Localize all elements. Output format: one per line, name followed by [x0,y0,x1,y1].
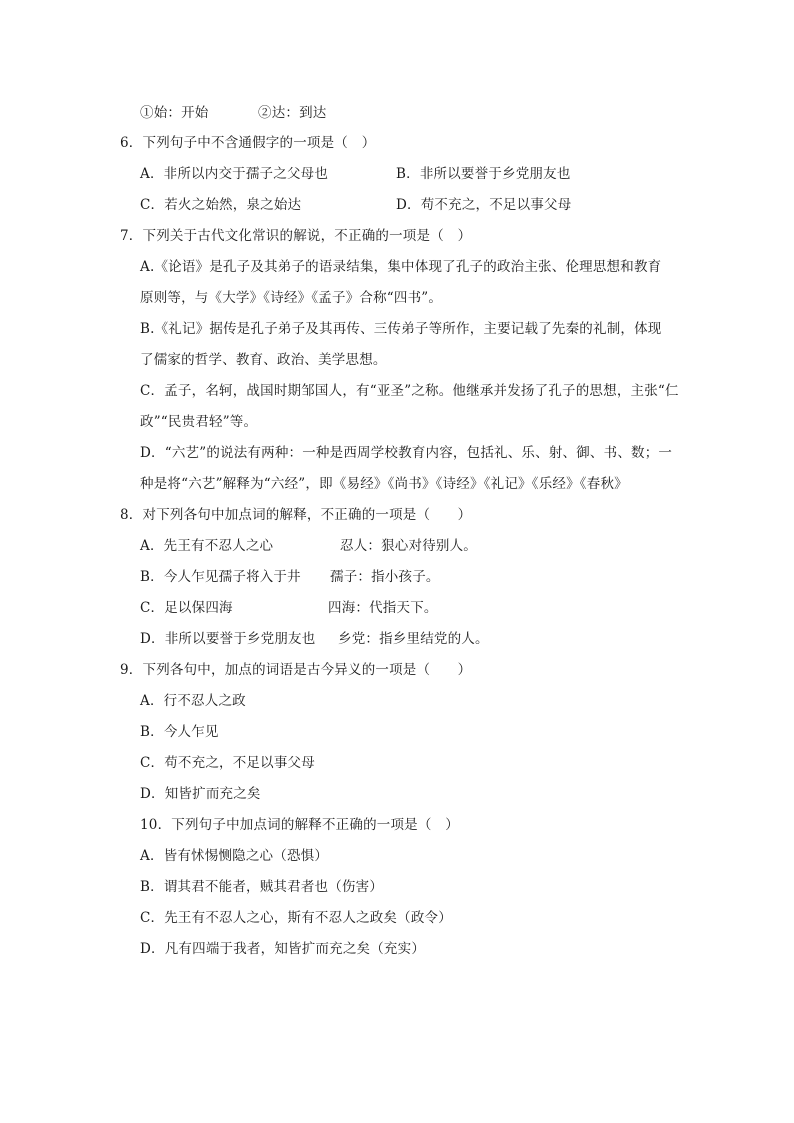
q6-option-d: D．苟不充之，不足以事父母 [396,197,572,213]
q9-option-d: D．知皆扩而充之矣 [140,786,261,802]
q10-option-a: A．皆有怵惕恻隐之心（恐惧） [140,848,329,864]
q8-option-a-sentence: A．先王有不忍人之心 [140,538,274,554]
q7-option-a-line1: A.《论语》是孔子及其弟子的语录结集，集中体现了孔子的政治主张、伦理思想和教育 [140,259,662,275]
q7-option-c-line2: 政”“民贵君轻”等。 [140,414,258,430]
q7-option-c-line1: C．孟子，名轲，战国时期邹国人，有“亚圣”之称。他继承并发扬了孔子的思想，主张“仁 [140,383,679,399]
q7-option-b-line2: 了儒家的哲学、教育、政治、美学思想。 [140,352,387,368]
q6-stem: 6．下列句子中不含通假字的一项是（ ） [120,135,376,151]
q10-stem: 10．下列句子中加点词的解释不正确的一项是（ ） [140,817,459,833]
q7-stem: 7．下列关于古代文化常识的解说，不正确的一项是（ ） [120,228,472,244]
q8-option-b-sentence: B．今人乍见孺子将入于井 [140,569,301,585]
q6-option-c: C．若火之始然，泉之始达 [140,197,302,213]
q9-option-c: C．苟不充之，不足以事父母 [140,755,315,771]
q8-option-a-explanation: 忍人：狠心对待别人。 [340,538,477,554]
q9-option-a: A．行不忍人之政 [140,693,246,709]
q7-option-b-line1: B.《礼记》据传是孔子弟子及其再传、三传弟子等所作，主要记载了先秦的礼制，体现 [140,321,662,337]
q8-option-d-explanation: 乡党：指乡里结党的人。 [338,631,489,647]
q8-stem: 8．对下列各句中加点词的解释，不正确的一项是（ ） [120,507,472,523]
q6-option-b: B．非所以要誉于乡党朋友也 [396,166,571,182]
q5-option-1: ①始：开始 [140,105,209,121]
q6-option-a: A．非所以内交于孺子之父母也 [140,166,329,182]
q10-option-d: D．凡有四端于我者，知皆扩而充之矣（充实） [140,941,426,957]
q8-option-b-explanation: 孺子：指小孩子。 [330,569,440,585]
q7-option-d-line2: 种是将“六艺”解释为“六经”，即《易经》《尚书》《诗经》《礼记》《乐经》《春秋》 [140,476,628,492]
q9-option-b: B．今人乍见 [140,724,219,740]
q10-option-b: B．谓其君不能者，贼其君者也（伤害） [140,879,384,895]
q7-option-d-line1: D．“六艺”的说法有两种：一种是西周学校教育内容，包括礼、乐、射、御、书、数；一 [140,445,673,461]
q9-stem: 9．下列各句中，加点的词语是古今异义的一项是（ ） [120,662,472,678]
q10-option-c: C．先王有不忍人之心，斯有不忍人之政矣（政令） [140,910,452,926]
q7-option-a-line2: 原则等，与《大学》《诗经》《孟子》合称“四书”。 [140,290,443,306]
q8-option-c-sentence: C．足以保四海 [140,600,233,616]
q8-option-d-sentence: D．非所以要誉于乡党朋友也 [140,631,316,647]
q8-option-c-explanation: 四海：代指天下。 [328,600,438,616]
q5-option-2: ②达：到达 [258,105,327,121]
